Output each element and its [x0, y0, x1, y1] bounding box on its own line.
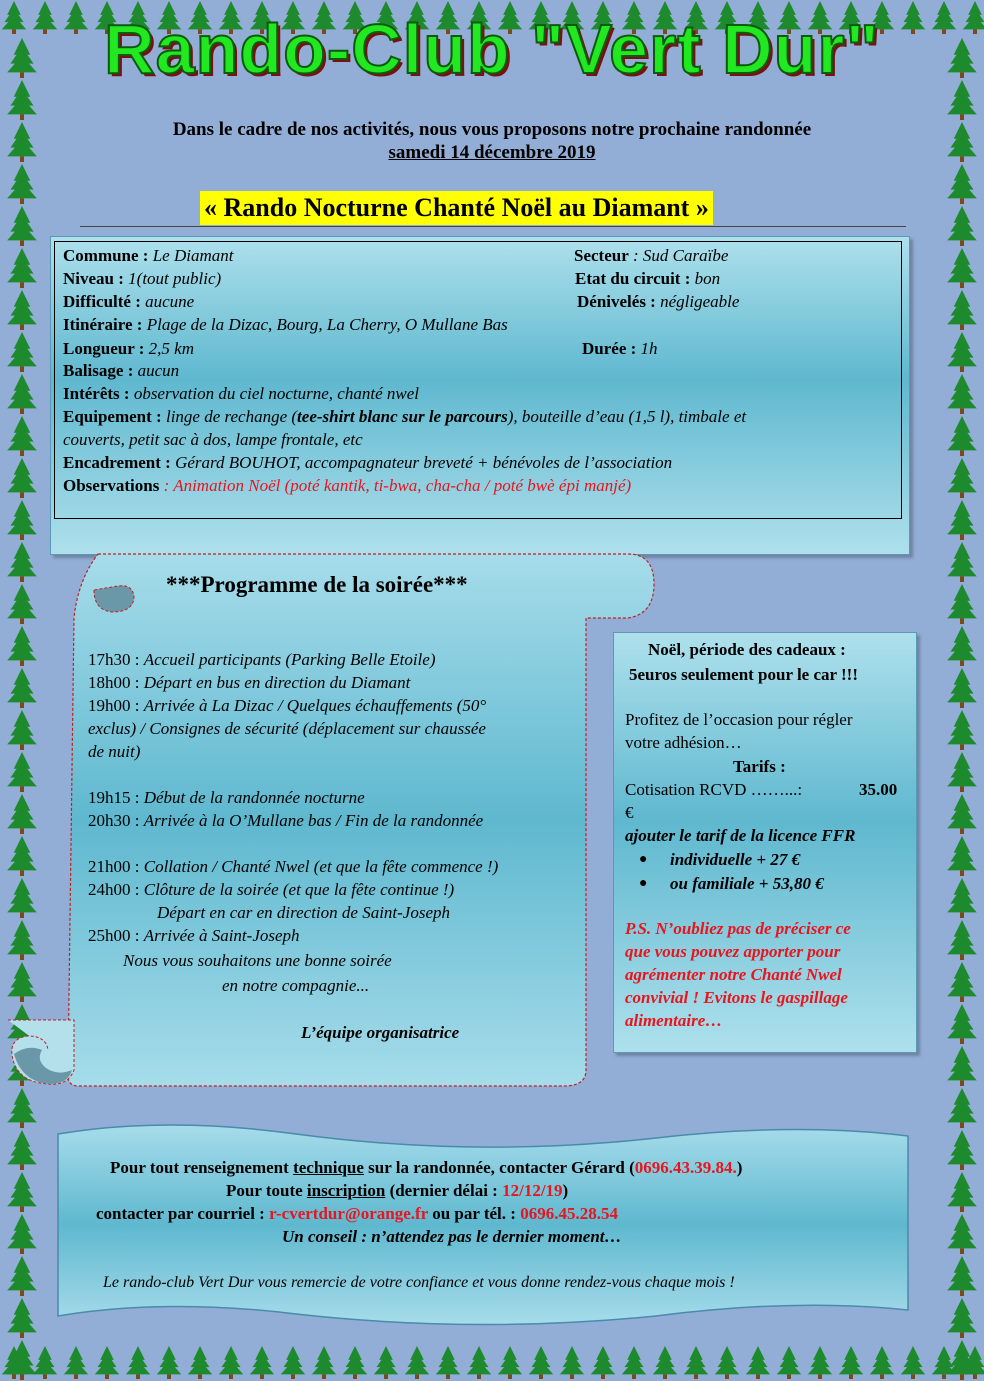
interets-row: Intérêts : observation du ciel nocturne, chanté nwel — [63, 384, 419, 403]
cotisation-currency: € — [625, 803, 634, 822]
tree-icon — [281, 1346, 306, 1379]
tree-icon — [947, 668, 977, 708]
programme-item: de nuit) — [88, 742, 141, 761]
tree-icon — [219, 1346, 244, 1379]
programme-item: 17h30 : Accueil participants (Parking Belle Etoile) — [88, 650, 436, 669]
tree-icon — [312, 1346, 337, 1379]
tree-icon — [7, 500, 37, 540]
tree-icon — [436, 1346, 461, 1379]
programme-closing: Nous vous souhaitons une bonne soirée — [123, 951, 392, 970]
tree-icon — [947, 332, 977, 372]
email-link[interactable]: r-cvertdur@orange.fr — [269, 1204, 428, 1223]
tree-icon — [947, 416, 977, 456]
tree-icon — [947, 1130, 977, 1170]
hike-title: « Rando Nocturne Chanté Noël au Diamant » — [200, 191, 713, 225]
tree-icon — [157, 1346, 182, 1379]
tree-icon — [7, 1130, 37, 1170]
programme-item: 25h00 : Arrivée à Saint-Joseph — [88, 926, 300, 945]
tree-icon — [7, 1340, 37, 1380]
ps-note-5: alimentaire… — [625, 1011, 723, 1030]
tree-icon — [591, 1346, 616, 1379]
duree-row: Durée : 1h — [582, 339, 658, 358]
info-box — [50, 236, 910, 555]
tree-icon — [947, 626, 977, 666]
equipement-row-2: couverts, petit sac à dos, lampe frontale, etc — [63, 430, 363, 449]
tree-icon — [947, 794, 977, 834]
tree-icon — [250, 1346, 275, 1379]
intro — [60, 118, 924, 164]
secteur-row: Secteur : Sud Caraïbe — [574, 246, 729, 265]
niveau-row: Niveau : 1(tout public) — [63, 269, 222, 288]
tree-icon — [467, 1346, 492, 1379]
tree-icon — [7, 1214, 37, 1254]
tree-icon — [622, 1346, 647, 1379]
intro-text: Dans le cadre de nos activités, nous vous proposons notre prochaine randonnée — [172, 119, 812, 140]
tree-icon — [7, 332, 37, 372]
tree-icon — [7, 164, 37, 204]
encadrement-row: Encadrement : Gérard BOUHOT, accompagnateur breveté + bénévoles de l’association — [63, 453, 673, 472]
tree-icon — [947, 710, 977, 750]
tree-icon — [947, 1256, 977, 1296]
tree-icon — [901, 1346, 926, 1379]
tree-icon — [947, 164, 977, 204]
deniveles-row: Dénivelés : négligeable — [577, 292, 740, 311]
tree-icon — [947, 374, 977, 414]
tree-icon — [684, 1346, 709, 1379]
info-frame — [54, 241, 902, 519]
hike-date: samedi 14 décembre 2019 — [388, 142, 596, 163]
commune-row: Commune : Le Diamant — [63, 246, 234, 265]
divider — [80, 226, 906, 227]
bullet-icon: ● — [639, 876, 648, 891]
pricing-text-2: votre adhésion… — [625, 733, 742, 752]
tree-icon — [7, 290, 37, 330]
observations-row: Observations : Animation Noël (poté kantik, ti-bwa, cha-cha / poté bwè épi manjé) — [63, 476, 632, 495]
tree-icon — [7, 248, 37, 288]
club-title: Rando-Club "Vert Dur" — [104, 10, 880, 88]
tree-icon — [947, 962, 977, 1002]
programme-item: 21h00 : Collation / Chanté Nwel (et que la fête commence !) — [88, 857, 499, 876]
tree-icon — [7, 458, 37, 498]
tree-icon — [405, 1346, 430, 1379]
bullet-icon: ● — [639, 852, 648, 867]
tree-icon — [7, 1298, 37, 1338]
tree-icon — [808, 1346, 833, 1379]
tree-icon — [947, 878, 977, 918]
tree-icon — [947, 122, 977, 162]
tarifs-heading: Tarifs : — [733, 757, 786, 776]
difficulte-row: Difficulté : aucune — [63, 292, 195, 311]
tree-icon — [870, 1346, 895, 1379]
tree-icon — [7, 1256, 37, 1296]
licence-individuelle: individuelle + 27 € — [670, 850, 801, 869]
tree-border-right — [940, 0, 984, 1381]
tree-icon — [95, 1346, 120, 1379]
programme-title: ***Programme de la soirée*** — [166, 572, 468, 597]
tree-icon — [746, 1346, 771, 1379]
tree-icon — [7, 416, 37, 456]
footer-contact: contacter par courriel : r-cvertdur@orange.fr ou par tél. : 0696.45.28.54 — [96, 1204, 618, 1223]
footer-advice: Un conseil : n’attendez pas le dernier moment… — [282, 1227, 622, 1246]
ps-note-3: agrémenter notre Chanté Nwel — [625, 965, 842, 984]
tree-border-bottom — [0, 1345, 984, 1381]
tree-icon — [947, 584, 977, 624]
footer-technique: Pour tout renseignement technique sur la randonnée, contacter Gérard (0696.43.39.84.) — [110, 1158, 743, 1177]
tree-icon — [7, 374, 37, 414]
programme-item: 19h15 : Début de la randonnée nocturne — [88, 788, 365, 807]
tree-icon — [947, 500, 977, 540]
tree-icon — [839, 1346, 864, 1379]
tree-icon — [529, 1346, 554, 1379]
ps-note: P.S. N’oubliez pas de préciser ce — [625, 919, 851, 938]
programme-item: 18h00 : Départ en bus en direction du Diamant — [88, 673, 411, 692]
tree-icon — [947, 1172, 977, 1212]
programme-item: 20h30 : Arrivée à la O’Mullane bas / Fin de la randonnée — [88, 811, 484, 830]
tree-icon — [374, 1346, 399, 1379]
pricing-headline-2: 5euros seulement pour le car !!! — [629, 665, 858, 684]
tree-icon — [7, 122, 37, 162]
tree-icon — [188, 1346, 213, 1379]
footer-thanks: Le rando-club Vert Dur vous remercie de votre confiance et vous donne rendez-vous chaque mois ! — [103, 1274, 735, 1291]
ps-note-4: convivial ! Evitons le gaspillage — [625, 988, 848, 1007]
tree-icon — [947, 1088, 977, 1128]
licence-familiale: ou familiale + 53,80 € — [670, 874, 824, 893]
tree-icon — [560, 1346, 585, 1379]
cotisation-label: Cotisation RCVD ……...: — [625, 780, 803, 799]
tree-icon — [947, 1214, 977, 1254]
itineraire-row: Itinéraire : Plage de la Dizac, Bourg, La Cherry, O Mullane Bas — [63, 315, 508, 334]
footer-inscription: Pour toute inscription (dernier délai : 12/12/19) — [226, 1181, 569, 1200]
etat-row: Etat du circuit : bon — [575, 269, 721, 288]
tree-icon — [947, 290, 977, 330]
tree-icon — [498, 1346, 523, 1379]
tree-icon — [947, 836, 977, 876]
tree-icon — [947, 458, 977, 498]
tree-icon — [947, 542, 977, 582]
longueur-row: Longueur : 2,5 km — [63, 339, 194, 358]
pricing-headline: Noël, période des cadeaux : — [648, 640, 846, 659]
pricing-text: Profitez de l’occasion pour régler — [625, 710, 853, 729]
ps-note-2: que vous pouvez apporter pour — [625, 942, 841, 961]
tree-icon — [947, 1340, 977, 1380]
licence-text: ajouter le tarif de la licence FFR — [625, 826, 856, 845]
equipement-row: Equipement : linge de rechange (tee-shirt blanc sur le parcours), bouteille d’eau (1,5 l), timbale et — [63, 407, 747, 426]
tree-icon — [7, 206, 37, 246]
tree-icon — [947, 248, 977, 288]
balisage-row: Balisage : aucun — [63, 361, 180, 380]
tree-icon — [947, 920, 977, 960]
tree-icon — [126, 1346, 151, 1379]
programme-item: 19h00 : Arrivée à La Dizac / Quelques échauffements (50° — [88, 696, 487, 715]
tree-icon — [777, 1346, 802, 1379]
tree-icon — [947, 206, 977, 246]
pricing-box — [613, 632, 917, 1053]
tree-icon — [947, 752, 977, 792]
tree-icon — [64, 1346, 89, 1379]
tree-icon — [947, 1298, 977, 1338]
programme-item: exclus) / Consignes de sécurité (déplacement sur chaussée — [88, 719, 486, 738]
tree-icon — [715, 1346, 740, 1379]
programme-closing-2: en notre compagnie... — [222, 976, 370, 995]
tree-icon — [7, 1088, 37, 1128]
tree-icon — [343, 1346, 368, 1379]
cotisation-amount: 35.00 — [859, 780, 898, 799]
tree-icon — [653, 1346, 678, 1379]
programme-item: 24h00 : Clôture de la soirée (et que la fête continue !) — [88, 880, 455, 899]
programme-item: Départ en car en direction de Saint-Joseph — [157, 903, 451, 922]
tree-icon — [947, 1004, 977, 1044]
programme-signature: L’équipe organisatrice — [301, 1023, 460, 1042]
tree-icon — [7, 1172, 37, 1212]
tree-icon — [947, 1046, 977, 1086]
